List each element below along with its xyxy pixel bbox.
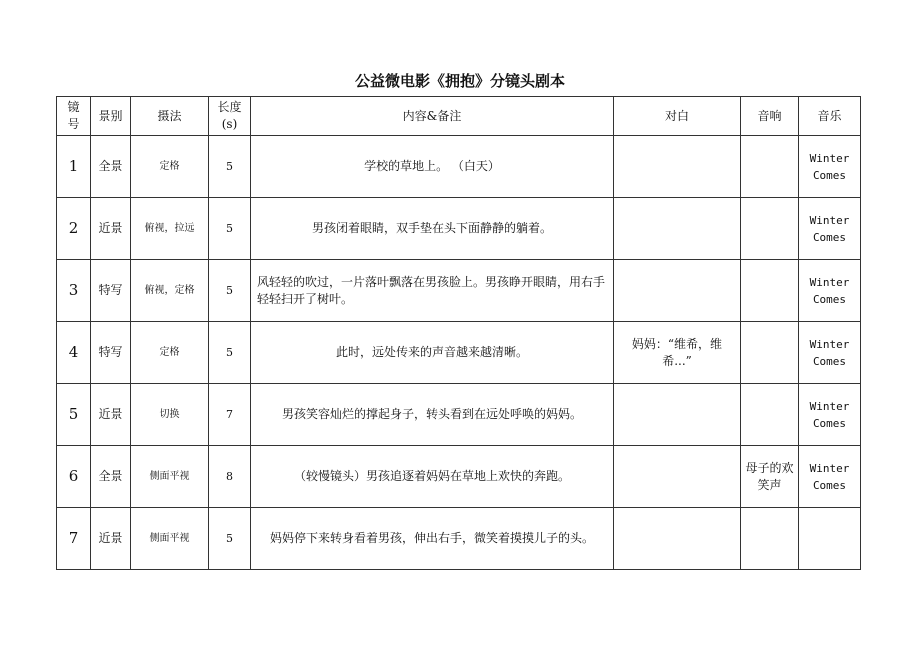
cell-duration: 5 bbox=[209, 136, 251, 198]
cell-method: 定格 bbox=[131, 136, 209, 198]
cell-content: 此时，远处传来的声音越来越清晰。 bbox=[251, 322, 614, 384]
cell-content: 男孩笑容灿烂的撑起身子，转头看到在远处呼唤的妈妈。 bbox=[251, 384, 614, 446]
cell-content: 男孩闭着眼睛，双手垫在头下面静静的躺着。 bbox=[251, 198, 614, 260]
cell-num: 1 bbox=[57, 136, 91, 198]
table-row bbox=[57, 136, 861, 198]
cell-content: （较慢镜头）男孩追逐着妈妈在草地上欢快的奔跑。 bbox=[251, 446, 614, 508]
cell-num: 5 bbox=[57, 384, 91, 446]
cell-sound bbox=[741, 508, 799, 570]
cell-sound bbox=[741, 384, 799, 446]
cell-method: 定格 bbox=[131, 322, 209, 384]
cell-sound bbox=[741, 322, 799, 384]
header-shot: 景别 bbox=[91, 97, 131, 136]
table-row bbox=[57, 508, 861, 570]
cell-duration: 5 bbox=[209, 508, 251, 570]
cell-dialogue bbox=[614, 260, 741, 322]
document-title: 公益微电影《拥抱》分镜头剧本 bbox=[354, 72, 565, 90]
cell-dialogue bbox=[614, 508, 741, 570]
cell-num: 6 bbox=[57, 446, 91, 508]
cell-sound bbox=[741, 198, 799, 260]
cell-shot: 特写 bbox=[91, 322, 131, 384]
cell-dialogue bbox=[614, 446, 741, 508]
cell-duration: 8 bbox=[209, 446, 251, 508]
table-header-row bbox=[57, 97, 861, 136]
cell-shot: 特写 bbox=[91, 260, 131, 322]
cell-music: Winter Comes bbox=[799, 322, 861, 384]
header-method: 摄法 bbox=[131, 97, 209, 136]
cell-shot: 近景 bbox=[91, 198, 131, 260]
table-row bbox=[57, 260, 861, 322]
cell-sound bbox=[741, 136, 799, 198]
cell-duration: 5 bbox=[209, 322, 251, 384]
cell-music: Winter Comes bbox=[799, 260, 861, 322]
header-sound: 音响 bbox=[741, 97, 799, 136]
cell-method: 俯视，定格 bbox=[131, 260, 209, 322]
cell-shot: 近景 bbox=[91, 384, 131, 446]
cell-dialogue: 妈妈：“维希，维希...” bbox=[614, 322, 741, 384]
storyboard-table bbox=[56, 96, 861, 570]
cell-sound bbox=[741, 260, 799, 322]
table-row bbox=[57, 384, 861, 446]
header-duration: 长度 (s) bbox=[209, 97, 251, 136]
table-row bbox=[57, 198, 861, 260]
cell-num: 7 bbox=[57, 508, 91, 570]
cell-method: 侧面平视 bbox=[131, 446, 209, 508]
cell-music: Winter Comes bbox=[799, 384, 861, 446]
cell-dialogue bbox=[614, 136, 741, 198]
header-content: 内容&备注 bbox=[251, 97, 614, 136]
header-num: 镜 号 bbox=[57, 97, 91, 136]
cell-dialogue bbox=[614, 384, 741, 446]
cell-content: 妈妈停下来转身看着男孩，伸出右手，微笑着摸摸儿子的头。 bbox=[251, 508, 614, 570]
table-row bbox=[57, 446, 861, 508]
table-row bbox=[57, 322, 861, 384]
cell-duration: 5 bbox=[209, 198, 251, 260]
cell-method: 俯视，拉远 bbox=[131, 198, 209, 260]
cell-num: 4 bbox=[57, 322, 91, 384]
cell-music: Winter Comes bbox=[799, 198, 861, 260]
cell-content: 风轻轻的吹过，一片落叶飘落在男孩脸上。男孩睁开眼睛，用右手轻轻扫开了树叶。 bbox=[251, 260, 614, 322]
cell-content: 学校的草地上。 （白天） bbox=[251, 136, 614, 198]
cell-duration: 7 bbox=[209, 384, 251, 446]
cell-shot: 全景 bbox=[91, 136, 131, 198]
cell-music bbox=[799, 508, 861, 570]
cell-method: 侧面平视 bbox=[131, 508, 209, 570]
cell-method: 切换 bbox=[131, 384, 209, 446]
cell-sound: 母子的欢笑声 bbox=[741, 446, 799, 508]
cell-num: 3 bbox=[57, 260, 91, 322]
cell-music: Winter Comes bbox=[799, 136, 861, 198]
cell-duration: 5 bbox=[209, 260, 251, 322]
cell-shot: 全景 bbox=[91, 446, 131, 508]
cell-shot: 近景 bbox=[91, 508, 131, 570]
cell-music: Winter Comes bbox=[799, 446, 861, 508]
cell-num: 2 bbox=[57, 198, 91, 260]
header-music: 音乐 bbox=[799, 97, 861, 136]
cell-dialogue bbox=[614, 198, 741, 260]
header-dialogue: 对白 bbox=[614, 97, 741, 136]
